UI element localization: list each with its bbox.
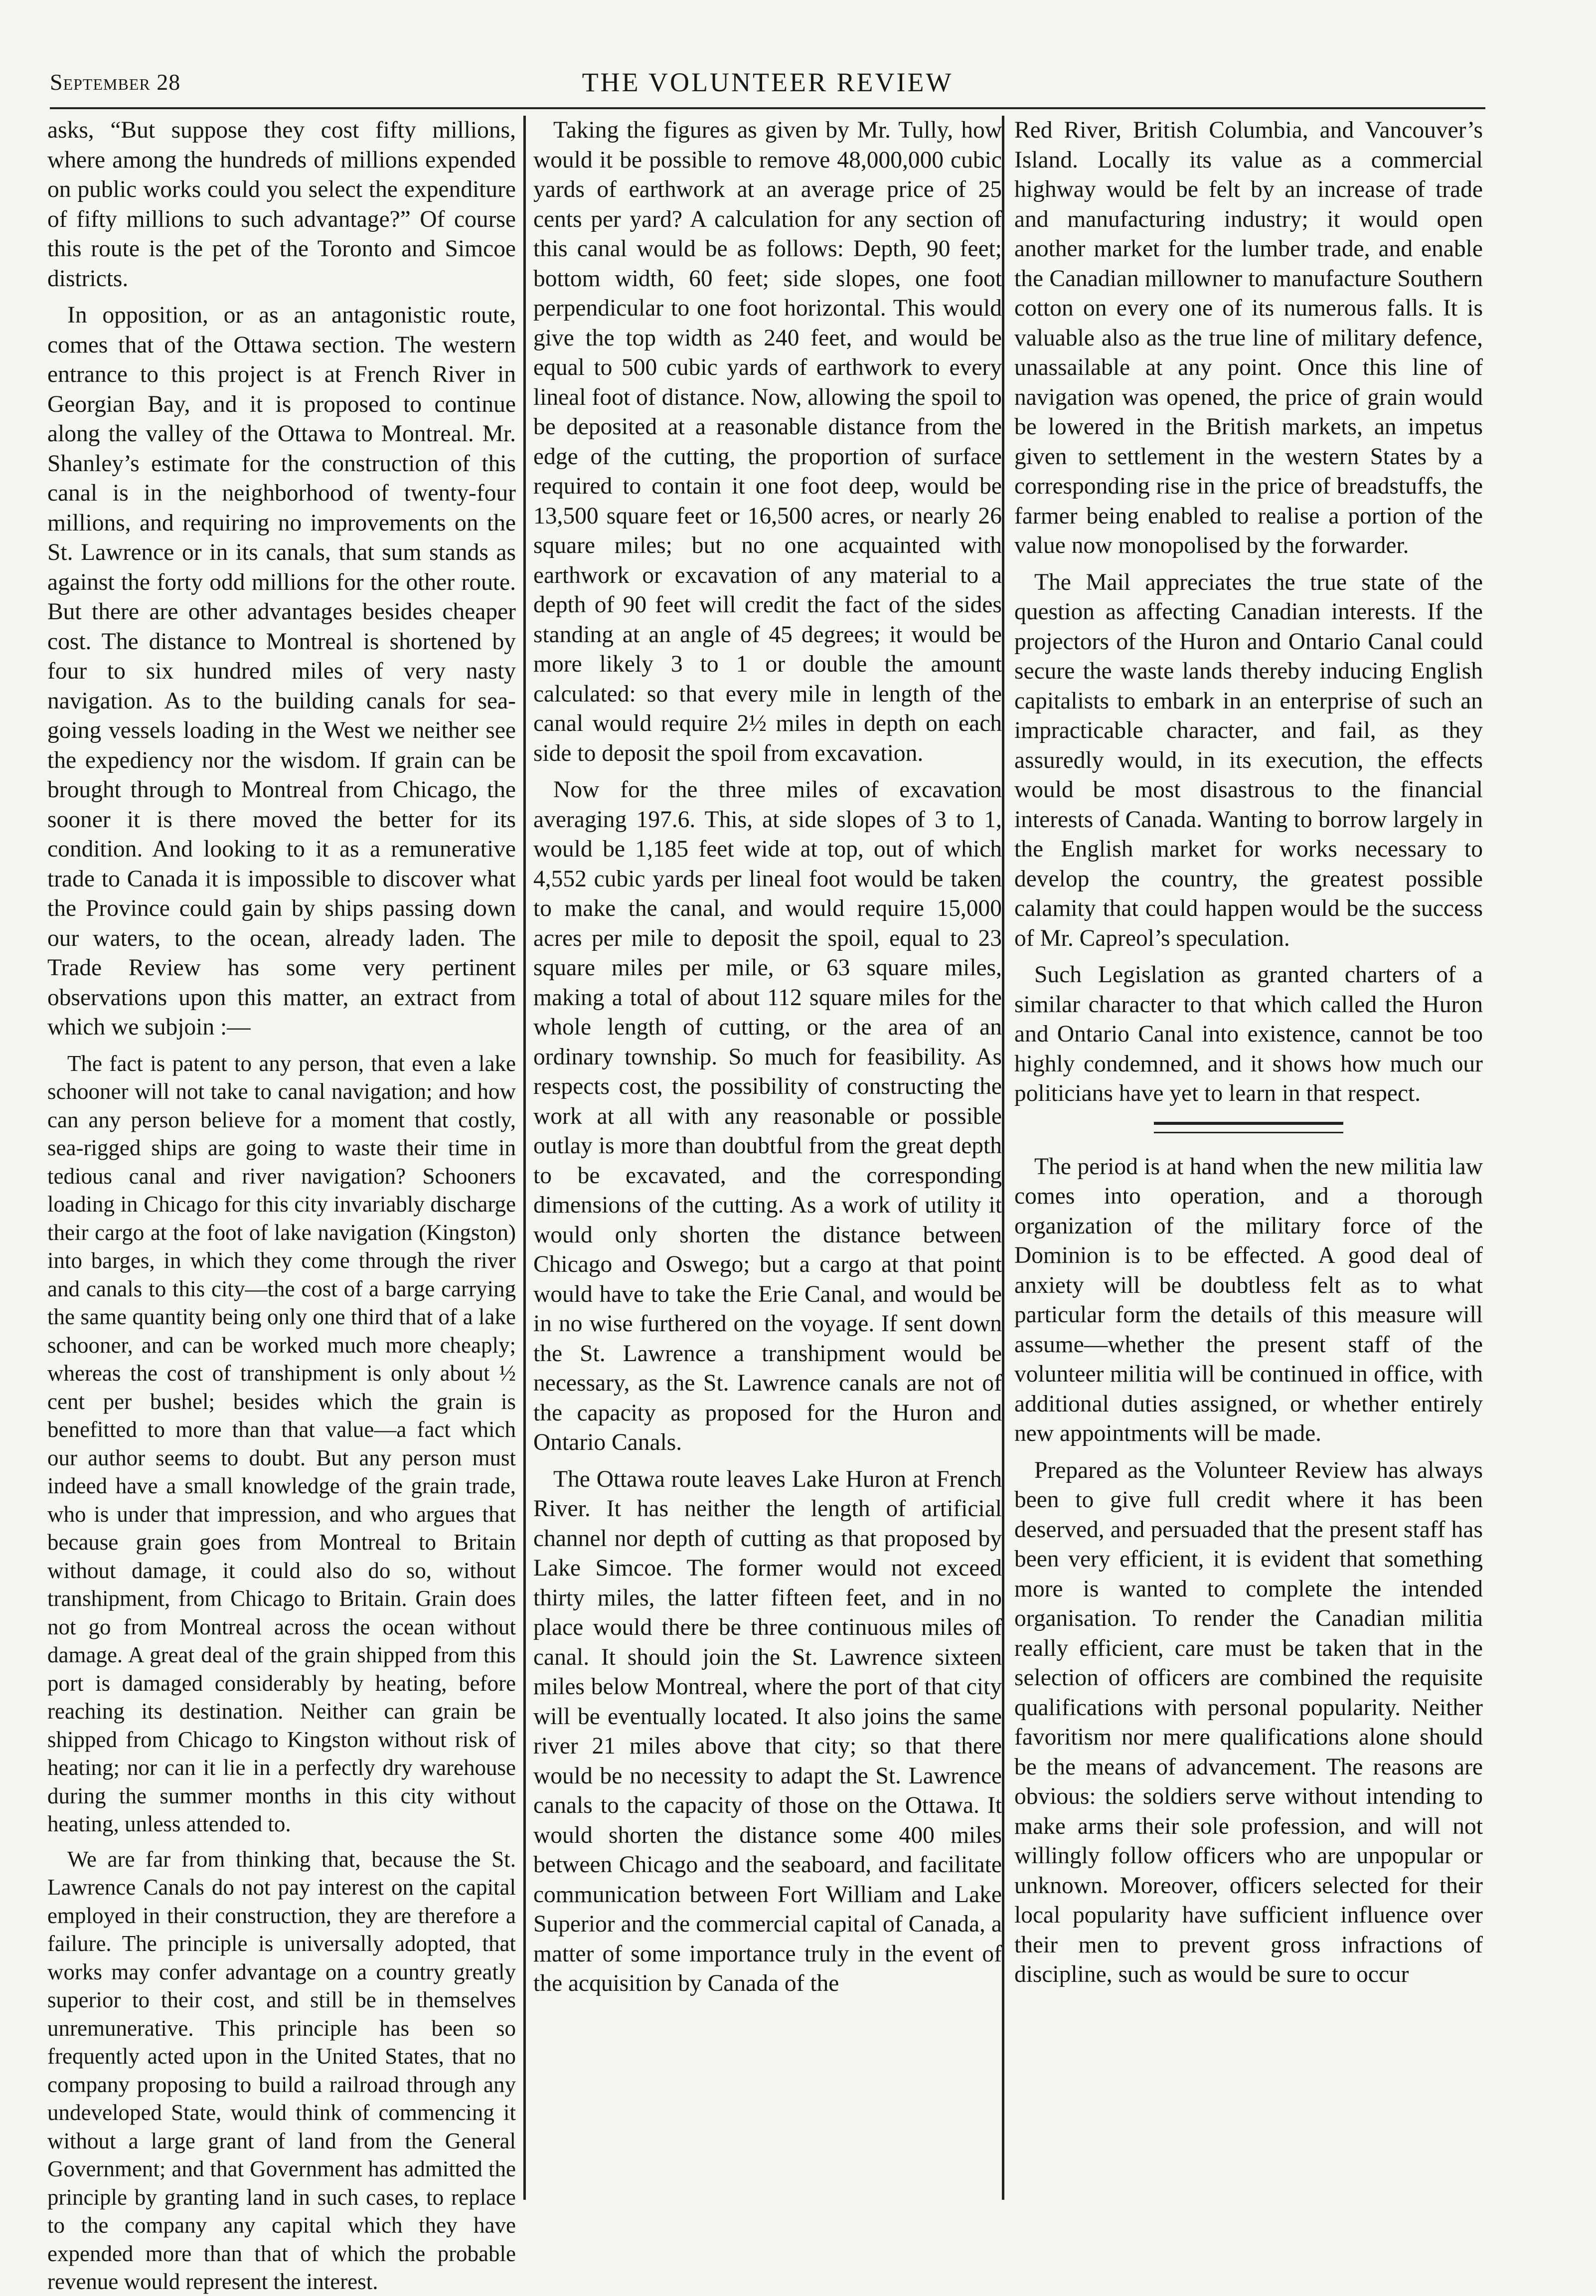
paragraph: The Mail appreciates the true state of the question as affecting Canadian interests. If the projectors of the Huron and Ontario Canal could secure the waste lands thereby inducing English capitalists to embark in an enterprise of such an impracticable character, and fail, as they assuredly would, in its execution, the effects would be most disastrous to the financial interests of Canada. Wanting to borrow largely in the English market for works necessary to develop the country, the greatest possible calamity that could happen would be the success of Mr. Capreol’s speculation. [1014,569,1483,951]
section-separator [1154,1122,1343,1133]
paragraph: Taking the figures as given by Mr. Tully, how would it be possible to remove 48,000,000 cubic yards of earthwork at an average price of 25 cents per yard? A calculation for any section of this canal would be as follows: Depth, 90 feet; bottom width, 60 feet; side slopes, one foot perpendicular to one foot horizontal. This would give the top width as 240 feet, and would be equal to 500 cubic yards of earthwork to every lineal foot of distance. Now, allowing the spoil to be deposited at a reasonable distance from the edge of the cutting, the proportion of surface required to contain it one foot deep, would be 13,500 square feet or 16,500 acres, or nearly 26 square miles; but no one acquainted with earthwork or excavation of any material to a depth of 90 feet will credit the fact of the sides standing at an angle of 45 degrees; it would be more likely 3 to 1 or double the amount calculated: so that every mile in length of the canal would require 2½ miles in depth on each side to deposit the spoil from excavation. [533,117,1002,766]
paragraph: Prepared as the Volunteer Review has always been to give full credit where it has been deserved, and persuaded that the present staff has been very efficient, it is evident that something more is wanted to complete the intended organisation. To render the Canadian militia really efficient, care must be taken that in the selection of officers are combined the requisite qualifications with personal popularity. Neither favoritism nor mere qualifications alone should be the means of advancement. The reasons are obvious: the soldiers serve without intending to make arms their sole profession, and will not willingly follow officers who are unpopular or unknown. Moreover, officers selected for their local popularity have sufficient influence over their men to prevent gross infractions of discipline, such as would be sure to occur [1014,1457,1483,1987]
page-header [50,65,1485,105]
column-3 [1014,116,1483,2200]
paragraph: We are far from thinking that, because the St. Lawrence Canals do not pay interest on the capital employed in their construction, they are therefore a failure. The principle is universally adopted, that works may confer advantage on a country greatly superior to their cost, and still be in themselves unremunerative. This principle has been so frequently acted upon in the United States, that no company proposing to build a railroad through any undeveloped State, would think of commencing it without a large grant of land from the General Government; and that Government has admitted the principle by granting land in such cases, to replace to the company any capital which they have expended more than that of which the probable revenue would represent the interest. [47,1846,516,2294]
paragraph: asks, “But suppose they cost fifty millions, where among the hundreds of millions expended on public works could you select the expenditure of fifty millions to such advantage?” Of course this route is the pet of the Toronto and Simcoe districts. [47,117,516,292]
header-title: THE VOLUNTEER REVIEW [582,67,954,97]
paragraph: The period is at hand when the new militia law comes into operation, and a thorough organization of the military force of the Dominion is to be effected. A good deal of anxiety will be doubtless felt as to what particular form the details of this measure will assume—whether the present staff of the volunteer militia will be continued in office, with additional duties assigned, or whether entirely new appointments will be made. [1014,1153,1483,1446]
paragraph: The Ottawa route leaves Lake Huron at French River. It has neither the length of artificial channel nor depth of cutting as that proposed by Lake Simcoe. The former would not exceed thirty miles, the latter fifteen feet, and in no place would there be three continuous miles of canal. It should join the St. Lawrence sixteen miles below Montreal, where the port of that city will be eventually located. It also joins the same river 21 miles above that city; so that there would be no necessity to adapt the St. Lawrence canals to the capacity of those on the Ottawa. It would shorten the distance some 400 miles between Chicago and the seaboard, and facilitate communication between Fort William and Lake Superior and the commercial capital of Canada, a matter of some importance truly in the event of the acquisition by Canada of the [533,1466,1002,1996]
paragraph: The fact is patent to any person, that even a lake schooner will not take to canal navigation; and how can any person believe for a moment that costly, sea-rigged ships are going to waste their time in tedious canal and river navigation? Schooners loading in Chicago for this city invariably discharge their cargo at the foot of lake navigation (Kingston) into barges, in which they come through the river and canals to this city—the cost of a barge carrying the same quantity being only one third that of a lake schooner, and can be worked much more cheaply; whereas the cost of transhipment is only about ½ cent per bushel; besides which the grain is benefitted to more than that value—a fact which our author seems to doubt. But any person must indeed have a small knowledge of the grain trade, who is under that impression, and who argues that because grain goes from Montreal to Britain without damage, it could also do so, without transhipment, from Chicago to Britain. Grain does not go from Montreal across the ocean without damage. A great deal of the grain shipped from this port is damaged considerably by heating, before reaching its destination. Neither can grain be shipped from Chicago to Kingston without risk of heating; nor can it lie in a perfectly dry warehouse during the summer months in this city without heating, unless attended to. [47,1051,516,1836]
paragraph: Such Legislation as granted charters of a similar character to that which called the Huron and Ontario Canal into existence, cannot be too highly condemned, and it shows how much our politicians have yet to learn in that respect. [1014,962,1483,1106]
column-divider-1 [523,116,526,2200]
paragraph: Now for the three miles of excavation averaging 197.6. This, at side slopes of 3 to 1, would be 1,185 feet wide at top, out of which 4,552 cubic yards per lineal foot would be taken to make the canal, and would require 15,000 acres per mile to deposit the spoil, equal to 23 square miles per mile, or 63 square miles, making a total of about 112 square miles for the whole length of cutting, or the area of an ordinary township. So much for feasibility. As respects cost, the possibility of constructing the work at all with any reasonable or possible outlay is more than doubtful from the great depth to be excavated, and the corresponding dimensions of the cutting. As a work of utility it would only shorten the distance between Chicago and Oswego; but a cargo at that point would have to take the Erie Canal, and would be in no wise furthered on the voyage. If sent down the St. Lawrence a transhipment would be necessary, as the St. Lawrence canals are not of the capacity as proposed for the Huron and Ontario Canals. [533,777,1002,1455]
paragraph: Red River, British Columbia, and Vancouver’s Island. Locally its value as a commercial highway would be felt by an increase of trade and manufacturing industry; it would open another market for the lumber trade, and enable the Canadian millowner to manufacture Southern cotton on every one of its numerous falls. It is valuable also as the true line of military defence, unassailable at any point. Once this line of navigation was opened, the price of grain would be lowered in the British markets, an impetus given to settlement in the western States by a corresponding rise in the price of breadstuffs, the farmer being enabled to realise a portion of the value now monopolised by the forwarder. [1014,117,1483,558]
header-rule [50,107,1485,109]
paragraph: In opposition, or as an antagonistic route, comes that of the Ottawa section. The western entrance to this project is at French River in Georgian Bay, and it is proposed to continue along the valley of the Ottawa to Montreal. Mr. Shanley’s estimate for the construction of this canal is in the neighborhood of twenty-four millions, and requiring no improvements on the St. Lawrence or in its canals, that sum stands as against the forty odd millions for the other route. But there are other advantages besides cheaper cost. The distance to Montreal is shortened by four to six hundred miles of very nasty navigation. As to the building canals for sea-going vessels loading in the West we neither see the expediency nor the wisdom. If grain can be brought through to Montreal from Chicago, the sooner it is there moved the better for its condition. And looking to it as a remunerative trade to Canada it is impossible to discover what the Province could gain by ships passing down our waters, to the ocean, already laden. The Trade Review has some very pertinent observations upon this matter, an extract from which we subjoin :— [47,302,516,1040]
header-date: September 28 [50,69,181,95]
column-1 [47,116,516,2294]
column-divider-2 [1002,116,1004,2200]
column-2 [533,116,1002,2200]
